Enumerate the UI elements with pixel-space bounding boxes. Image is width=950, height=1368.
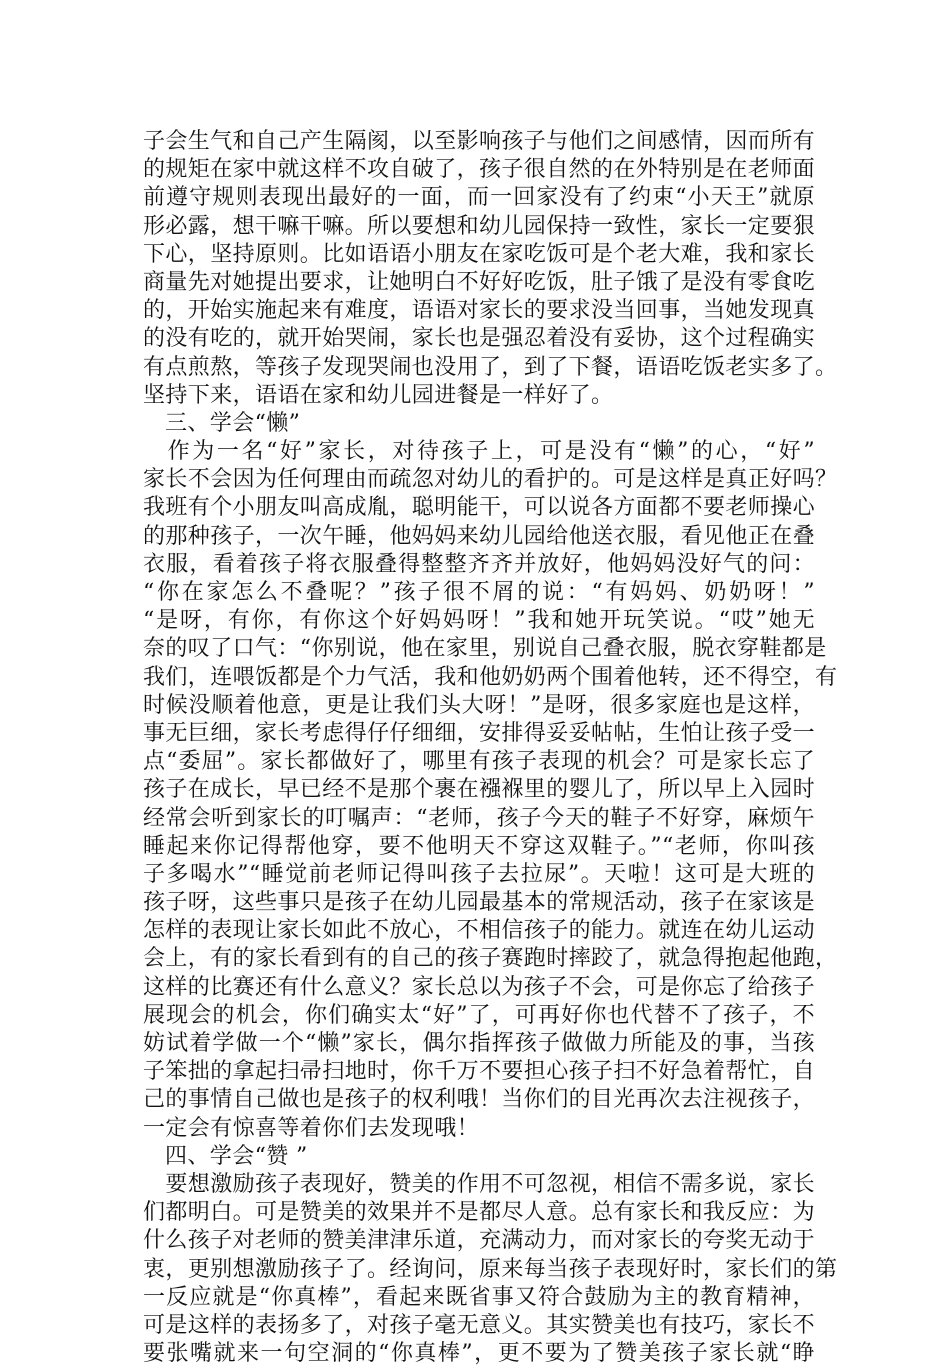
text-line: 事无巨细，家长考虑得仔仔细细，安排得妥妥帖帖，生怕让孩子受一 <box>143 720 816 746</box>
section-heading-3: 三、学会“懒” <box>165 410 301 436</box>
text-line: 的没有吃的，就开始哭闹，家长也是强忍着没有妥协，这个过程确实 <box>143 326 816 352</box>
text-line: 这样的比赛还有什么意义？家长总以为孩子不会，可是你忘了给孩子 <box>143 974 816 1000</box>
text-line: 会上，有的家长看到有的自己的孩子赛跑时摔跤了，就急得抱起他跑， <box>143 946 838 972</box>
section-heading-4: 四、学会“赞 ” <box>165 1143 308 1169</box>
text-line: 一反应就是“你真棒”，看起来既省事又符合鼓励为主的教育精神， <box>143 1284 815 1310</box>
text-line: “是呀，有你，有你这个好妈妈呀！”我和她开玩笑说。“哎”她无 <box>143 608 815 634</box>
text-line: 怎样的表现让家长如此不放心，不相信孩子的能力。就连在幼儿运动 <box>143 918 816 944</box>
text-line: 有点煎熬，等孩子发现哭闹也没用了，到了下餐，语语吃饭老实多了。 <box>143 354 838 380</box>
text-line: 妨试着学做一个“懒”家长，偶尔指挥孩子做做力所能及的事，当孩 <box>143 1031 815 1056</box>
paragraph-1 <box>143 128 838 410</box>
text-line: 孩子在成长，早已经不是那个裹在襁褓里的婴儿了，所以早上入园时 <box>143 777 816 803</box>
text-line: 经常会听到家长的叮嘱声：“老师，孩子今天的鞋子不好穿，麻烦午 <box>143 805 815 831</box>
text-line: 的那种孩子，一次午睡，他妈妈来幼儿园给他送衣服，看见他正在叠 <box>143 523 816 549</box>
text-line: 点“委屈”。家长都做好了，哪里有孩子表现的机会？可是家长忘了 <box>143 749 815 775</box>
text-line: 展现会的机会，你们确实太“好”了，可再好你也代替不了孩子，不 <box>143 1002 815 1028</box>
text-line: 商量先对她提出要求，让她明白不好好吃饭，肚子饿了是没有零食吃 <box>143 269 816 295</box>
text-line: 一定会有惊喜等着你们去发现哦！ <box>143 1115 480 1141</box>
text-line: 前遵守规则表现出最好的一面，而一回家没有了约束“小天王”就原 <box>143 185 815 211</box>
text-line: 奈的叹了口气：“你别说，他在家里，别说自己叠衣服，脱衣穿鞋都是 <box>143 636 827 662</box>
text-line: 衣服，看着孩子将衣服叠得整整齐齐并放好，他妈妈没好气的问： <box>143 551 815 577</box>
text-line: 己的事情自己做也是孩子的权利哦！当你们的目光再次去注视孩子， <box>143 1087 816 1113</box>
text-line: 子笨拙的拿起扫帚扫地时，你千万不要担心孩子扫不好急着帮忙，自 <box>143 1059 816 1085</box>
text-line: 的规矩在家中就这样不攻自破了，孩子很自然的在外特别是在老师面 <box>143 157 816 183</box>
text-line: 我班有个小朋友叫高成胤，聪明能干，可以说各方面都不要老师操心 <box>143 495 816 521</box>
text-line: 作为一名“好”家长，对待孩子上，可是没有“懒”的心，“好” <box>143 439 815 465</box>
text-line: 时候没顺着他意，更是让我们头大呀！”是呀，很多家庭也是这样， <box>143 692 815 718</box>
text-line: 衷，更别想激励孩子了。经询问，原来每当孩子表现好时，家长们的第 <box>143 1256 838 1282</box>
document-page <box>143 128 838 1368</box>
text-line: “你在家怎么不叠呢？”孩子很不屑的说：“有妈妈、奶奶呀！” <box>143 580 815 605</box>
text-line: 下心，坚持原则。比如语语小朋友在家吃饭可是个老大难，我和家长 <box>143 241 816 267</box>
text-line: 形必露，想干嘛干嘛。所以要想和幼儿园保持一致性，家长一定要狠 <box>143 213 816 239</box>
text-line: 坚持下来，语语在家和幼儿园进餐是一样好了。 <box>143 382 614 408</box>
text-line: 们都明白。可是赞美的效果并不是都尽人意。总有家长和我反应：为 <box>143 1200 816 1226</box>
text-line: 的，开始实施起来有难度，语语对家长的要求没当回事，当她发现真 <box>143 298 816 324</box>
text-line: 子会生气和自己产生隔阂，以至影响孩子与他们之间感情，因而所有 <box>143 129 816 154</box>
text-line: 要张嘴就来一句空洞的“你真棒”，更不要为了赞美孩子家长就“睁 <box>143 1341 815 1367</box>
text-line: 要想激励孩子表现好，赞美的作用不可忽视，相信不需多说，家长 <box>143 1171 816 1197</box>
text-line: 可是这样的表扬多了，对孩子毫无意义。其实赞美也有技巧，家长不 <box>143 1312 816 1338</box>
text-line: 什么孩子对老师的赞美津津乐道，充满动力，而对家长的夸奖无动于 <box>143 1228 816 1254</box>
text-line: 孩子呀，这些事只是孩子在幼儿园最基本的常规活动，孩子在家该是 <box>143 890 816 916</box>
text-line: 睡起来你记得帮他穿，要不他明天不穿这双鞋子。”“老师，你叫孩 <box>143 833 815 859</box>
paragraph-3 <box>143 1171 838 1368</box>
text-line: 家长不会因为任何理由而疏忽对幼儿的看护的。可是这样是真正好吗？ <box>143 467 838 493</box>
paragraph-2 <box>143 438 838 1143</box>
text-line: 子多喝水”“睡觉前老师记得叫孩子去拉尿”。天啦！这可是大班的 <box>143 861 815 887</box>
text-line: 我们，连喂饭都是个力气活，我和他奶奶两个围着他转，还不得空，有 <box>143 664 838 690</box>
